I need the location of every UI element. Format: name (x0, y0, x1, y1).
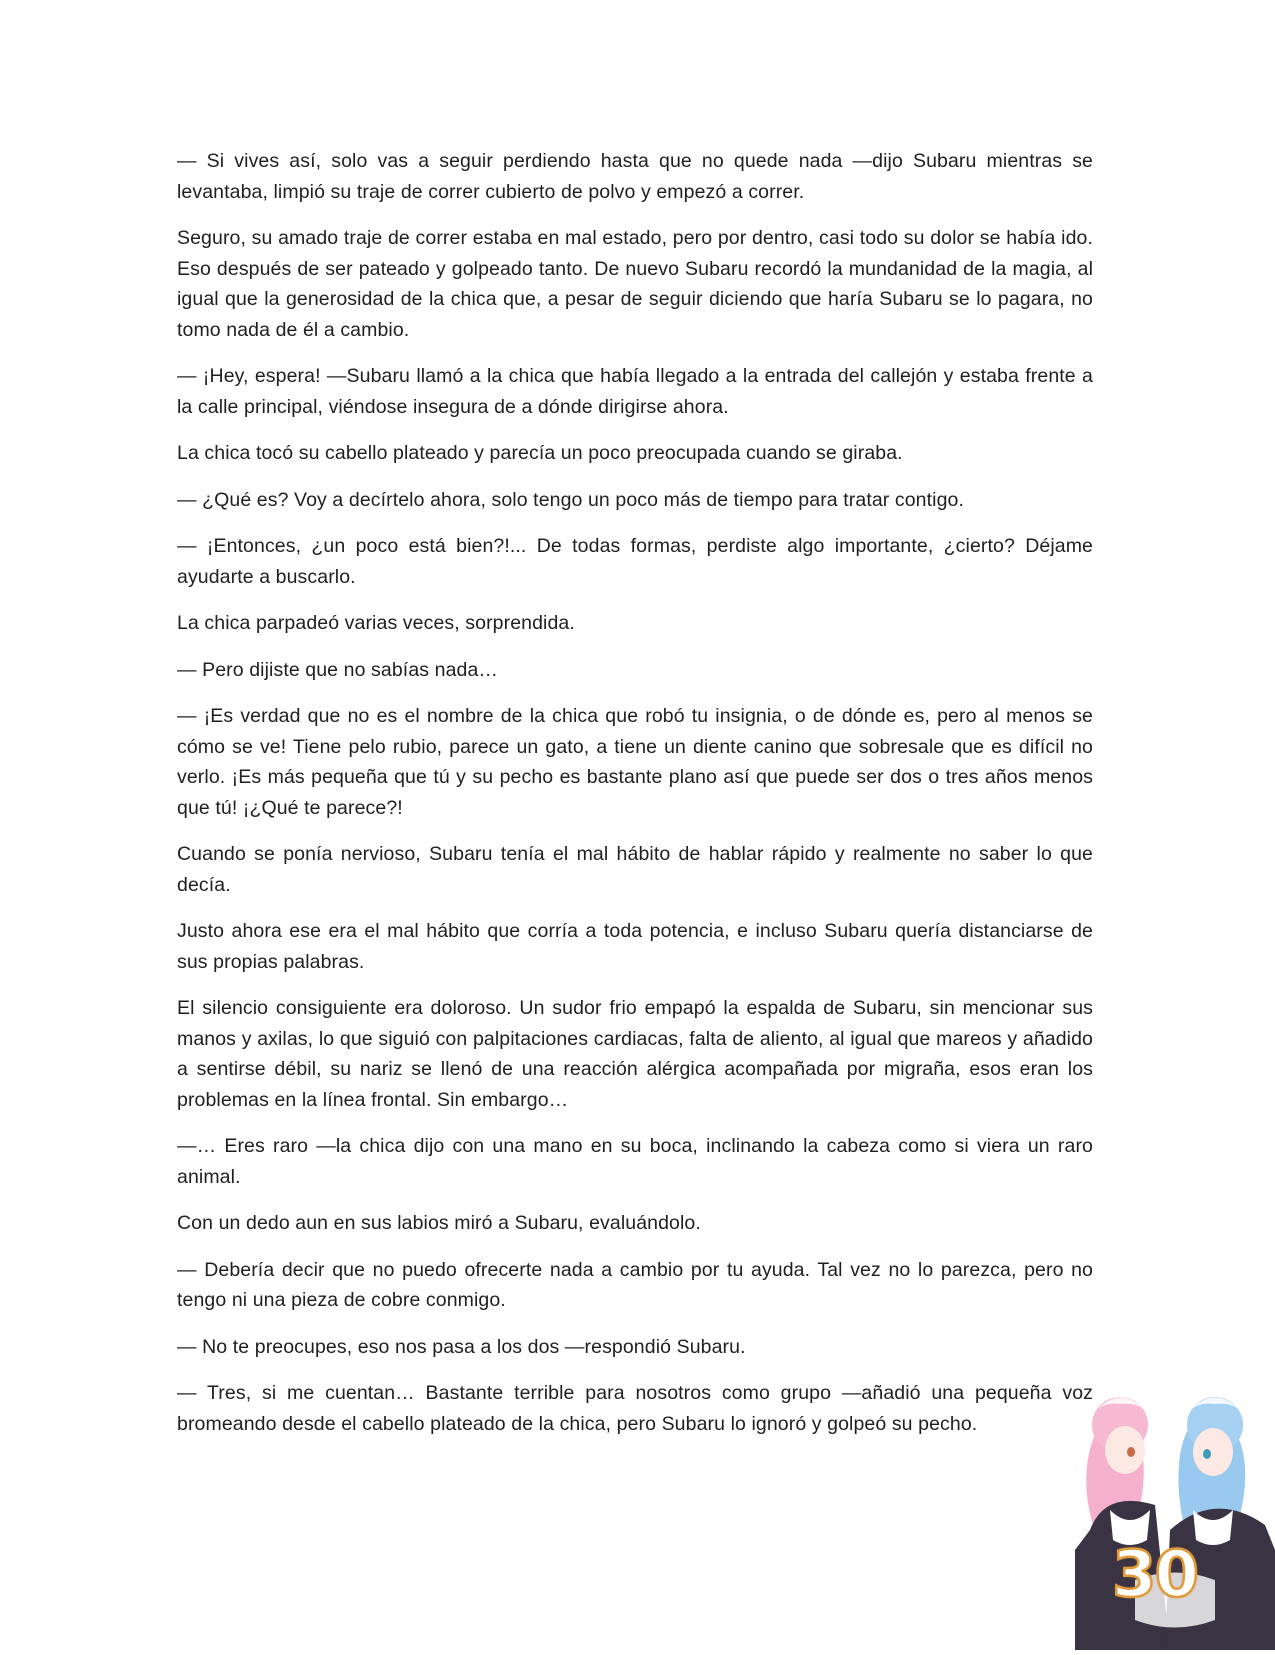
paragraph-11: Justo ahora ese era el mal hábito que corría a toda potencia, e incluso Subaru quería distanciarse de sus propias palabras. (177, 920, 1093, 973)
body-text (177, 146, 1093, 1455)
paragraph-8: — Pero dijiste que no sabías nada… (177, 658, 499, 681)
paragraph-2: Seguro, su amado traje de correr estaba en mal estado, pero por dentro, casi todo su dolor se había ido. Eso después de ser pateado y golpeado tanto. De nuevo Subaru recordó la mundanidad de la magia, al igual que la generosidad de la chica que, a pesar de seguir diciendo que haría Subaru se lo pagara, no tomo nada de él a cambio. (177, 227, 1093, 341)
paragraph-5: — ¿Qué es? Voy a decírtelo ahora, solo tengo un poco más de tiempo para tratar contigo. (177, 488, 964, 511)
page-number: 30 (1111, 1538, 1197, 1612)
paragraph-15: — Debería decir que no puedo ofrecerte nada a cambio por tu ayuda. Tal vez no lo parezca, pero no tengo ni una pieza de cobre conmigo. (177, 1258, 1093, 1311)
paragraph-16: — No te preocupes, eso nos pasa a los dos —respondió Subaru. (177, 1335, 746, 1358)
paragraph-17: — Tres, si me cuentan… Bastante terrible para nosotros como grupo —añadió una pequeña voz bromeando desde el cabello plateado de la chica, pero Subaru lo ignoró y golpeó su pecho. (177, 1382, 1093, 1435)
paragraph-10: Cuando se ponía nervioso, Subaru tenía el mal hábito de hablar rápido y realmente no saber lo que decía. (177, 843, 1093, 896)
paragraph-14: Con un dedo aun en sus labios miró a Subaru, evaluándolo. (177, 1212, 701, 1234)
paragraph-4: La chica tocó su cabello plateado y parecía un poco preocupada cuando se giraba. (177, 442, 903, 464)
paragraph-3: — ¡Hey, espera! —Subaru llamó a la chica que había llegado a la entrada del callejón y estaba frente a la calle principal, viéndose insegura de a dónde dirigirse ahora. (177, 365, 1093, 418)
paragraph-9: — ¡Es verdad que no es el nombre de la chica que robó tu insignia, o de dónde es, pero al menos se cómo se ve! Tiene pelo rubio, parece un gato, a tiene un diente canino que sobresale que es difícil no verlo. ¡Es más pequeña que tú y su pecho es bastante plano así que puede ser dos o tres años menos que tú! ¡¿Qué te parece?! (177, 705, 1093, 819)
paragraph-13: —… Eres raro —la chica dijo con una mano en su boca, inclinando la cabeza como si viera un raro animal. (177, 1135, 1093, 1188)
paragraph-1: — Si vives así, solo vas a seguir perdiendo hasta que no quede nada —dijo Subaru mientras se levantaba, limpió su traje de correr cubierto de polvo y empezó a correr. (177, 150, 1093, 203)
paragraph-6: — ¡Entonces, ¿un poco está bien?!... De todas formas, perdiste algo importante, ¿cierto? Déjame ayudarte a buscarlo. (177, 535, 1093, 588)
twin-maids-illustration-icon (1075, 1380, 1275, 1650)
paragraph-7: La chica parpadeó varias veces, sorprendida. (177, 612, 575, 634)
paragraph-12: El silencio consiguiente era doloroso. Un sudor frio empapó la espalda de Subaru, sin mencionar sus manos y axilas, lo que siguió con palpitaciones cardiacas, falta de aliento, al igual que mareos y añadido a sentirse débil, su nariz se llenó de una reacción alérgica acompañada por migraña, esos eran los problemas en la línea frontal. Sin embargo… (177, 997, 1093, 1111)
